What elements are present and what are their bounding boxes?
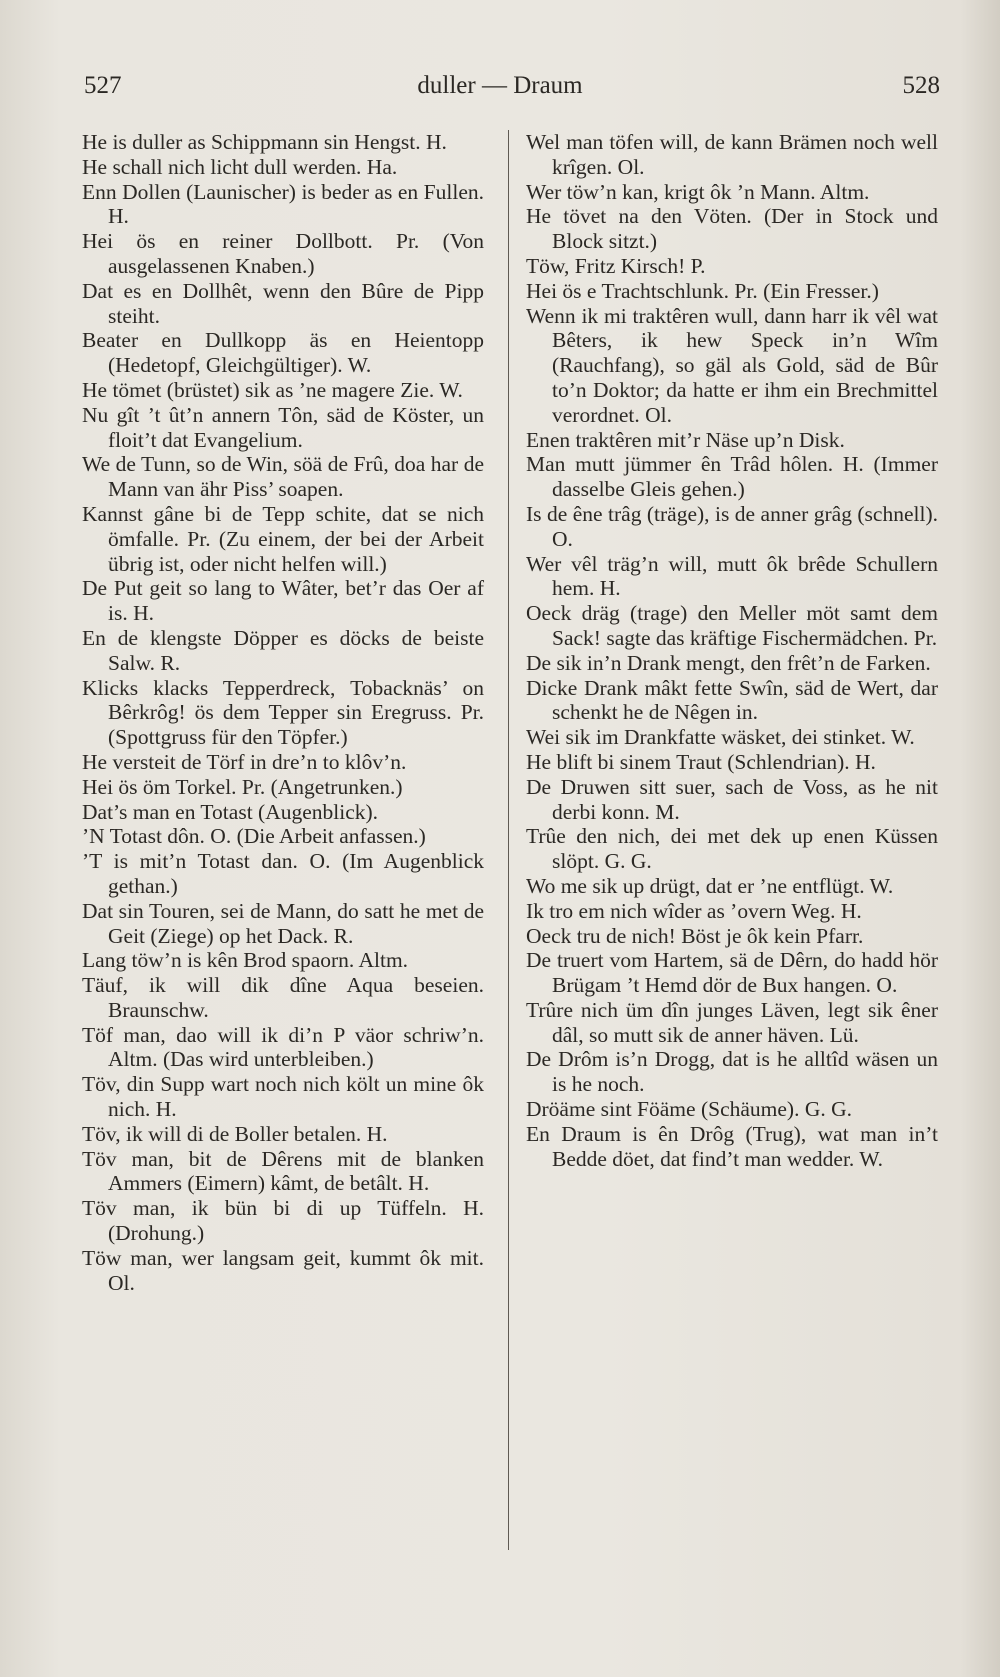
proverb-entry: Töv man, bit de Dêrens mit de blanken Ammers (Eimern) kâmt, de betâlt. H.	[82, 1146, 484, 1196]
proverb-entry: Nu gît ’t ût’n annern Tôn, säd de Köster, un floit’t dat Evangelium.	[82, 402, 484, 452]
proverb-entry: Töv, din Supp wart noch nich költ un mine ôk nich. H.	[82, 1072, 484, 1122]
column-divider	[508, 130, 509, 1550]
right-column	[526, 130, 938, 1171]
proverb-entry: Wer töw’n kan, krigt ôk ’n Mann. Altm.	[526, 179, 870, 204]
proverb-entry: Töv man, ik bün bi di up Tüffeln. H. (Drohung.)	[82, 1196, 484, 1246]
proverb-entry: De Drôm is’n Drogg, dat is he alltîd wäsen un is he noch.	[526, 1047, 938, 1097]
proverb-entry: Töf man, dao will ik di’n P väor schriw’n. Altm. (Das wird unterbleiben.)	[82, 1022, 484, 1072]
running-title: duller — Draum	[417, 72, 583, 99]
proverb-entry: Hei ös öm Torkel. Pr. (Angetrunken.)	[82, 774, 403, 799]
proverb-entry: He is duller as Schippmann sin Hengst. H.	[82, 130, 447, 154]
proverb-entry: Wer vêl träg’n will, mutt ôk brêde Schullern hem. H.	[526, 551, 938, 601]
left-page-number: 527	[84, 72, 122, 99]
proverb-entry: ’N Totast dôn. O. (Die Arbeit anfassen.)	[82, 824, 426, 849]
proverb-entry: Wel man töfen will, de kann Brämen noch well krîgen. Ol.	[526, 130, 938, 179]
right-page-number: 528	[902, 72, 940, 99]
proverb-entry: Oeck dräg (trage) den Meller möt samt dem Sack! sagte das kräftige Fischermädchen. Pr.	[526, 601, 938, 650]
proverb-entry: Wo me sik up drügt, dat er ’ne entflügt. W.	[526, 873, 894, 898]
proverb-entry: He blift bi sinem Traut (Schlendrian). H.	[526, 749, 876, 774]
proverb-entry: Dat’s man en Totast (Augenblick).	[82, 799, 379, 824]
proverb-entry: Töv, ik will di de Boller betalen. H.	[82, 1121, 388, 1146]
proverb-entry: We de Tunn, so de Win, söä de Frû, doa har de Mann van ähr Piss’ soapen.	[82, 452, 484, 502]
proverb-entry: De Druwen sitt suer, sach de Voss, as he nit derbi konn. M.	[526, 774, 938, 824]
proverb-entry: Ik tro em nich wîder as ’overn Weg. H.	[526, 898, 862, 923]
proverb-entry: Trûe den nich, dei met dek up enen Küssen slöpt. G. G.	[526, 824, 938, 874]
proverb-entry: Lang töw’n is kên Brod spaorn. Altm.	[82, 948, 409, 973]
left-column	[82, 130, 484, 1295]
proverb-entry: Hei ös en reiner Dollbott. Pr. (Von ausgelassenen Knaben.)	[82, 229, 484, 278]
proverb-entry: He versteit de Törf in dre’n to klôv’n.	[82, 749, 407, 774]
proverb-entry: He schall nich licht dull werden. Ha.	[82, 154, 398, 179]
proverb-entry: Kannst gâne bi de Tepp schite, dat se nich ömfalle. Pr. (Zu einem, der bei der Arbeit übrig ist, oder nicht helfen will.)	[82, 501, 484, 576]
proverb-entry: Dat sin Touren, sei de Mann, do satt he met de Geit (Ziege) op het Dack. R.	[82, 898, 484, 948]
proverb-entry: Trûre nich üm dîn junges Läven, legt sik êner dâl, so mutt sik de anner häven. Lü.	[526, 997, 938, 1047]
proverb-entry: En Draum is ên Drôg (Trug), wat man in’t Bedde döet, dat find’t man wedder. W.	[526, 1121, 938, 1171]
proverb-entry: Töw, Fritz Kirsch! P.	[526, 253, 706, 278]
proverb-entry: Is de êne trâg (träge), is de anner grâg (schnell). O.	[526, 501, 938, 551]
proverb-entry: Dicke Drank mâkt fette Swîn, säd de Wert, dar schenkt he de Nêgen in.	[526, 675, 938, 725]
proverb-entry: ’T is mit’n Totast dan. O. (Im Augenblick gethan.)	[82, 849, 484, 898]
proverb-entry: Klicks klacks Tepperdreck, Tobacknäs’ on Bêrkrôg! ös dem Tepper sin Eregruss. Pr. (Spottgruss für den Töpfer.)	[82, 675, 484, 750]
proverb-entry: Enn Dollen (Launischer) is beder as en Fullen. H.	[82, 179, 484, 229]
proverb-entry: De truert vom Hartem, sä de Dêrn, do hadd hör Brügam ’t Hemd dör de Bux hangen. O.	[526, 948, 938, 998]
proverb-entry: De Put geit so lang to Wâter, bet’r das Oer af is. H.	[82, 576, 484, 626]
proverb-entry: Enen traktêren mit’r Näse up’n Disk.	[526, 427, 845, 452]
proverb-entry: Täuf, ik will dik dîne Aqua beseien. Braunschw.	[82, 973, 484, 1022]
proverb-entry: En de klengste Döpper es döcks de beiste Salw. R.	[82, 625, 484, 675]
proverb-entry: Dröäme sint Föäme (Schäume). G. G.	[526, 1097, 853, 1122]
proverb-entry: Oeck tru de nich! Böst je ôk kein Pfarr.	[526, 923, 864, 948]
proverb-entry: Wei sik im Drankfatte wäsket, dei stinket. W.	[526, 725, 915, 750]
proverb-entry: De sik in’n Drank mengt, den frêt’n de Farken.	[526, 650, 931, 675]
proverb-entry: He tömet (brüstet) sik as ’ne magere Zie. W.	[82, 377, 463, 402]
proverb-entry: Dat es en Dollhêt, wenn den Bûre de Pipp steiht.	[82, 278, 484, 328]
proverb-entry: Wenn ik mi traktêren wull, dann harr ik vêl wat Bêters, ik hew Speck in’n Wîm (Rauchfang), so gäl als Gold, säd de Bûr to’n Doktor; da hatte er ihm ein Brechmittel verordnet. Ol.	[526, 303, 938, 427]
proverb-entry: Hei ös e Trachtschlunk. Pr. (Ein Fresser.)	[526, 278, 879, 303]
proverb-entry: Töw man, wer langsam geit, kummt ôk mit. Ol.	[82, 1245, 484, 1295]
proverb-entry: He tövet na den Vöten. (Der in Stock und Block sitzt.)	[526, 204, 938, 254]
proverb-entry: Beater en Dullkopp äs en Heientopp (Hedetopf, Gleichgültiger). W.	[82, 328, 484, 378]
proverb-entry: Man mutt jümmer ên Trâd hôlen. H. (Immer dasselbe Gleis gehen.)	[526, 452, 938, 502]
